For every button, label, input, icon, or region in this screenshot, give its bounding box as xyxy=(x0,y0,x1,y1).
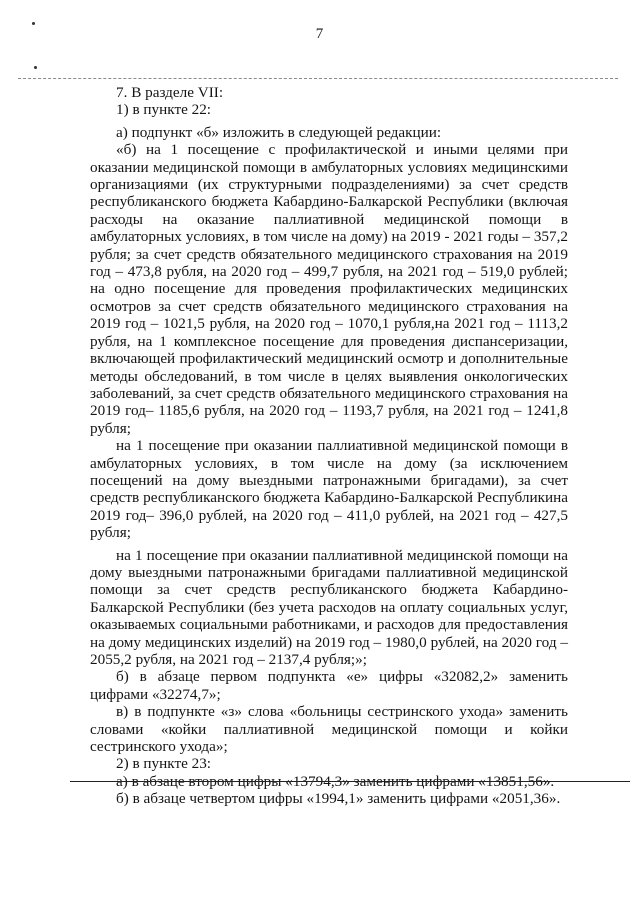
scan-speck xyxy=(34,66,37,69)
strike-through-line xyxy=(70,781,630,782)
item-23-heading: 2) в пункте 23: xyxy=(116,755,212,773)
paragraph-palliative-home: на 1 посещение при оказании паллиативной медицинской помощи на дому выездными патронажными бригадами паллиативной медицинской помощи за счет средств республиканского бюджета Кабардино-Балкарской Республики (без учета расходов на оплату социальных услуг, оказываемых социальными работниками, и расходов для предоставления на дому медицинских изделий) на 2019 год – 1980,0 рублей, на 2020 год – 2055,2 рубля, на 2021 год – 2137,4 рубля;»; xyxy=(90,546,568,668)
paragraph-palliative-outpatient: на 1 посещение при оказании паллиативной медицинской помощи в амбулаторных условиях, в том числе на дому (за исключением посещений на дому выездными патронажными бригадами), за счет средств республиканского бюджета Кабардино-Балкарской Республикина 2019 год– 396,0 рублей, на 2020 год – 411,0 рублей, на 2021 год – 427,5 рубля; xyxy=(90,437,568,542)
page-number: 7 xyxy=(315,26,324,42)
section-heading: 7. В разделе VII: xyxy=(116,84,224,101)
paragraph-23-b: б) в абзаце четвертом цифры «1994,1» заменить цифрами «2051,36». xyxy=(116,790,561,808)
paragraph-23-a-text: а) в абзаце втором цифры «13794,3» заменить цифрами «13851,56». xyxy=(116,772,555,790)
scan-divider xyxy=(18,78,618,79)
item-heading: 1) в пункте 22: xyxy=(116,101,212,119)
paragraph-b-abzac: б) в абзаце первом подпункта «е» цифры «32082,2» заменить цифрами «32274,7»; xyxy=(90,668,568,703)
paragraph-23-a xyxy=(90,773,568,790)
subitem-heading: а) подпункт «б» изложить в следующей редакции: xyxy=(116,123,442,141)
paragraph-v-subitem: в) в подпункте «з» слова «больницы сестринского ухода» заменить словами «койки паллиативной медицинской помощи и койки сестринского ухода»; xyxy=(90,703,568,756)
document-body xyxy=(90,84,568,808)
scan-speck xyxy=(32,22,35,25)
paragraph-b-text: «б) на 1 посещение с профилактической и иными целями при оказании медицинской помощи в амбулаторных условиях медицинскими организациями (их структурными подразделениями) за счет средств республиканского бюджета Кабардино-Балкарской Республики (включая расходы на оказание паллиативной медицинской помощи в амбулаторных условиях, в том числе на дому) на 2019 - 2021 годы – 357,2 рубля; за счет средств обязательного медицинского страхования на 2019 год – 473,8 рубля, на 2020 год – 499,7 рубля, на 2021 год – 519,0 рублей; на одно посещение для проведения профилактических медицинских осмотров за счет средств обязательного медицинского страхования на 2019 год – 1021,5 рубля, на 2020 год – 1070,1 рубля,на 2021 год – 1113,2 рубля, на 1 комплексное посещение для проведения диспансеризации, включающей профилактический медицинский осмотр и дополнительные методы обследований, в том числе в целях выявления онкологических заболеваний, за счет средств обязательного медицинского страхования на 2019 год– 1185,6 рубля, на 2020 год – 1193,7 рубля, на 2021 год – 1241,8 рубля; xyxy=(90,141,568,437)
